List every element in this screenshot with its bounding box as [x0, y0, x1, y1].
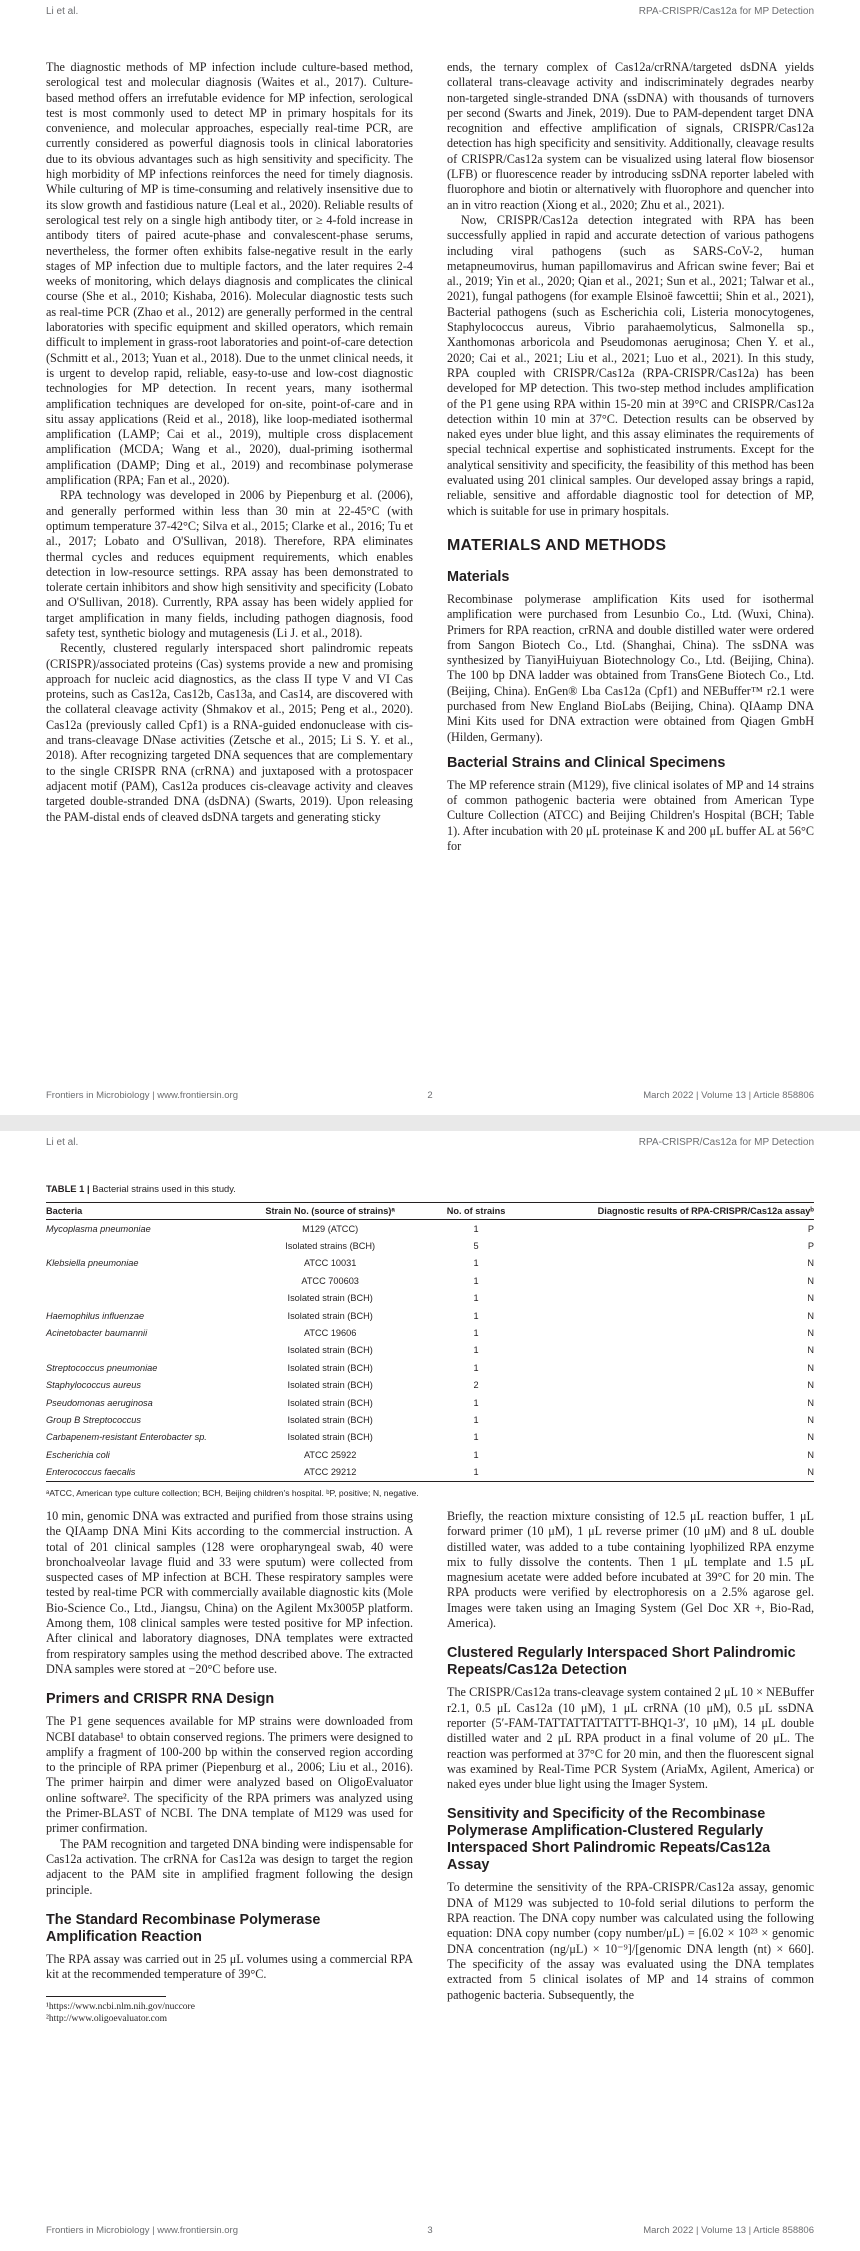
footer-issue: March 2022 | Volume 13 | Article 858806 — [643, 2225, 814, 2236]
table-row — [46, 1237, 814, 1254]
result-cell: N — [807, 1362, 814, 1373]
footnote: ²http://www.oligoevaluator.com — [46, 2014, 167, 2025]
subsection-heading: Materials — [447, 568, 510, 585]
strain-cell: Isolated strain (BCH) — [287, 1380, 373, 1391]
column-header: No. of strains — [407, 1203, 545, 1220]
strain-cell: ATCC 29212 — [253, 1463, 407, 1481]
footer-issue: March 2022 | Volume 13 | Article 858806 — [643, 1090, 814, 1101]
strain-cell: Isolated strain (BCH) — [287, 1293, 373, 1304]
subsection-heading: Primers and CRISPR RNA Design — [46, 1691, 275, 1708]
running-footer — [46, 1090, 814, 1104]
paragraph: Now, CRISPR/Cas12a detection integrated with RPA has been successfully applied in rapid and accurate detection of various pathogens including viral pathogens (such as SARS-CoV-2, human metapneumovirus, human papillomavirus and African swine fever; Bai et al., 2019; Yin et al., 2020; Qian et al., 2021; Sun et al., 2021; Talwar et al., 2021), fungal pathogens (for example Elsinoë fawcettii; Shin et al., 2021), Bacterial pathogens (such as Escherichia coli, Listeria monocytogenes, Staphylococcus aureus, Vibrio parahaemolyticus, Salmonella sp., Xanthomonas arboricola and Pseudomonas aeruginosa; Chen Y. et al., 2020; Cai et al., 2021; Liu et al., 2021; Luo et al., 2021). In this study, RPA coupled with CRISPR/Cas12a (RPA-CRISPR/Cas12a) has been developed for MP detection. This two-step method includes amplification of the P1 gene using RPA within 15-20 min at 39°C and CRISPR/Cas12a detection within 10 min at 37°C. Detection results can be observed by naked eyes under blue light, and this assay eliminates the requirements of special technical expertise and sophisticated instruments. Except for the analytical sensitivity and specificity, the feasibility of this method has been evaluated using 201 clinical samples. Our developed assay brings a rapid, reliable, sensitive and affordable diagnostic tool for detection of MP, which is suitable for use in primary hospitals. — [447, 212, 814, 518]
table-row — [46, 1342, 814, 1359]
section-heading: MATERIALS AND METHODS — [447, 536, 667, 554]
count-cell: 1 — [473, 1310, 479, 1321]
result-cell: P — [807, 1241, 814, 1252]
paragraph: To determine the sensitivity of the RPA-CRISPR/Cas12a assay, genomic DNA of M129 was subjected to 10-fold serial dilutions to perform the RPA reaction. The DNA copy number was calculated using the following equation: DNA copy number (copy number/μL) = [6.02 × 10²³ × genomic DNA concentration (ng/μL) × 10⁻⁹]/[genomic DNA length (nt) × 660]. The specificity of the assay was evaluated using the DNA templates extracted from 5 clinical isolates of MP and 14 strains of common pathogenic bacteria. Subsequently, the — [447, 1880, 814, 2002]
count-cell: 1 — [473, 1414, 479, 1425]
result-cell: N — [807, 1449, 814, 1460]
paragraph: The PAM recognition and targeted DNA binding were indispensable for Cas12a activation. The crRNA for Cas12a was design to target the region adjacent to the PAM site in amplified fragment following the design principle. — [46, 1836, 413, 1897]
count-cell: 1 — [473, 1397, 479, 1408]
result-cell: N — [807, 1328, 814, 1339]
strain-cell: ATCC 25922 — [303, 1449, 357, 1460]
bacteria-cell: Klebsiella pneumoniae — [46, 1258, 139, 1269]
table-caption — [46, 1183, 814, 1194]
paragraph: 10 min, genomic DNA was extracted and purified from those strains using the QIAamp DNA Mini Kits according to the commercial instruction. A total of 201 clinical samples (128 were oropharyngeal swab, 40 were bronchoalveolar lavage fluid and 33 were sputum) were collected from suspected cases of MP infection at BCH. These respiratory samples were tested by real-time PCR with commercially available diagnostic kits (Mole Bio-Science Co., Ltd., Jiangsu, China) on the Agilent Mx3005P platform. Among them, 108 clinical samples were tested positive for MP infection. After clinical and laboratory diagnoses, DNA templates were extracted from respiratory samples using the method described above. The extracted DNA samples were stored at −20°C before use. — [46, 1509, 413, 1676]
header-short-title: RPA-CRISPR/Cas12a for MP Detection — [638, 1137, 814, 1148]
count-cell: 1 — [473, 1293, 479, 1304]
count-cell: 5 — [473, 1241, 479, 1252]
bacteria-cell: Carbapenem-resistant Enterobacter sp. — [46, 1432, 207, 1443]
count-cell: 1 — [473, 1275, 479, 1286]
header-short-title: RPA-CRISPR/Cas12a for MP Detection — [638, 6, 814, 17]
two-column-body — [46, 1509, 814, 2025]
strains-table — [46, 1202, 814, 1482]
count-cell: 2 — [473, 1380, 479, 1391]
subsection-heading: Sensitivity and Specificity of the Recombinase Polymerase Amplification-Clustered Regularly Interspaced Short Palindromic Repeats/Cas12a Assay — [447, 1806, 771, 1874]
footer-journal: Frontiers in Microbiology | www.frontiersin.org — [46, 2225, 239, 2236]
table-title: Bacterial strains used in this study. — [89, 1183, 236, 1194]
result-cell: N — [807, 1345, 814, 1356]
result-cell: N — [807, 1432, 814, 1443]
paragraph: ends, the ternary complex of Cas12a/crRNA/targeted dsDNA yields collateral trans-cleavage activity and indiscriminately degrades nearby non-targeted single-stranded DNA (ssDNA) with thousands of turnovers per second (Swarts and Jinek, 2019). Due to PAM-dependent target DNA recognition and effective amplification of signals, CRISPR/Cas12a detection has high specificity and sensitivity. Additionally, cleavage results of CRISPR/Cas12a system can be visualized using lateral flow biosensor (LFB) or fluorescence reader by introducing ssDNA reporter labeled with fluorophore and biotin or alternatively with fluorophore and quencher into an in vitro reaction (Xiong et al., 2020; Zhu et al., 2021). — [447, 60, 814, 212]
strain-cell: ATCC 19606 — [303, 1328, 357, 1339]
table-row — [46, 1359, 814, 1376]
column-header: Diagnostic results of RPA-CRISPR/Cas12a assayᵇ — [545, 1203, 814, 1220]
left-column — [46, 60, 413, 854]
bacteria-cell — [46, 1272, 253, 1289]
bacteria-cell: Staphylococcus aureus — [46, 1380, 141, 1391]
column-header: Bacteria — [46, 1203, 253, 1220]
subsection-heading: Clustered Regularly Interspaced Short Palindromic Repeats/Cas12a Detection — [447, 1645, 796, 1679]
result-cell: P — [807, 1223, 814, 1234]
column-header: Strain No. (source of strains)ᵃ — [253, 1203, 407, 1220]
strain-cell: M129 (ATCC) — [302, 1223, 359, 1234]
result-cell: N — [545, 1463, 814, 1481]
table-row — [46, 1463, 814, 1481]
result-cell: N — [807, 1397, 814, 1408]
table-row — [46, 1429, 814, 1446]
strain-cell: ATCC 10031 — [303, 1258, 357, 1269]
subsection-heading: Bacterial Strains and Clinical Specimens — [447, 754, 726, 771]
paragraph: Recombinase polymerase amplification Kits used for isothermal amplification were purchased from Lesunbio Co., Ltd. (Wuxi, China). Primers for RPA reaction, crRNA and double distilled water were ordered from Sangon Biotech Co., Ltd. (Shanghai, China). The ssDNA was synthesized by TianyiHuiyuan Biotechnology Co., Ltd. (Beijing, China). The 100 bp DNA ladder was obtained from TransGene Biotech Co., Ltd. (Beijing, China). EnGen® Lba Cas12a (Cpf1) and NEBuffer™ r2.1 were purchased from New England BioLabs (Beijing, China). QIAamp DNA Mini Kits used for DNA extraction were obtained from Qiagen GmbH (Hilden, Germany). — [447, 591, 814, 744]
bacteria-cell: Acinetobacter baumannii — [46, 1328, 148, 1339]
table-1 — [46, 1183, 814, 1498]
paragraph: The P1 gene sequences available for MP strains were downloaded from NCBI database¹ to obtain conserved regions. The primers were designed to amplify a fragment of 100-200 bp within the conserved region according to the principle of RPA primer (Piepenburg et al., 2006; Liu et al., 2016). The primer hairpin and dimer were analyzed based on OligoEvaluator online software². The specificity of the RPA primers was analyzed using the Primer-BLAST of NCBI. The DNA template of M129 was used for primer confirmation. — [46, 1714, 413, 1836]
table-body — [46, 1220, 814, 1482]
count-cell: 1 — [473, 1258, 479, 1269]
page-2 — [0, 0, 860, 1115]
result-cell: N — [807, 1380, 814, 1391]
table-row — [46, 1220, 814, 1238]
left-column — [46, 1509, 413, 2025]
result-cell: N — [807, 1275, 814, 1286]
table-label: TABLE 1 | — [46, 1183, 90, 1194]
strain-cell: Isolated strain (BCH) — [287, 1362, 373, 1373]
paragraph: Recently, clustered regularly interspaced short palindromic repeats (CRISPR)/associated proteins (Cas) systems provide a new and promising approach for nucleic acid diagnostics, as the class II type V and VI Cas proteins, such as Cas12a, Cas12b, Cas13a, and Cas14, are discovered with the collateral cleavage activity (Shmakov et al., 2015; Peng et al., 2020). Cas12a (previously called Cpf1) is a RNA-guided endonuclease with cis- and trans-cleavage DNase activities (Zetsche et al., 2015; Li S. Y. et al., 2018). After recognizing targeted DNA sequences that are complementary to the single CRISPR RNA (crRNA) and juxtaposed with a protospacer adjacent motif (PAM), Cas12a produces cis-cleavage activity and cleaves targeted double-stranded DNA (dsDNA) (Swarts, 2019). Upon releasing the PAM-distal ends of cleaved dsDNA targets and generating sticky — [46, 641, 413, 824]
result-cell: N — [807, 1293, 814, 1304]
strain-cell: ATCC 700603 — [301, 1275, 359, 1286]
table-row — [46, 1307, 814, 1324]
right-column — [447, 1509, 814, 2025]
bacteria-cell: Enterococcus faecalis — [46, 1463, 253, 1481]
header-authors: Li et al. — [46, 6, 79, 17]
count-cell: 1 — [407, 1463, 545, 1481]
paragraph: The MP reference strain (M129), five clinical isolates of MP and 14 strains of common pathogenic bacteria were obtained from American Type Culture Collection (ATCC) and Beijing Children's Hospital (BCH; Table 1). After incubation with 20 μL proteinase K and 200 μL buffer AL at 56°C for — [447, 777, 814, 854]
count-cell: 1 — [473, 1345, 479, 1356]
bacteria-cell — [46, 1237, 253, 1254]
table-row — [46, 1446, 814, 1463]
strain-cell: Isolated strain (BCH) — [287, 1310, 373, 1321]
result-cell: N — [807, 1258, 814, 1269]
bacteria-cell: Group B Streptococcus — [46, 1414, 141, 1425]
subsection-heading: The Standard Recombinase Polymerase Amplification Reaction — [46, 1911, 321, 1945]
bacteria-cell — [46, 1290, 253, 1307]
two-column-body — [46, 60, 814, 854]
strain-cell: Isolated strain (BCH) — [287, 1432, 373, 1443]
strain-cell: Isolated strain (BCH) — [287, 1414, 373, 1425]
bacteria-cell: Escherichia coli — [46, 1449, 110, 1460]
count-cell: 1 — [473, 1449, 479, 1460]
table-row — [46, 1411, 814, 1428]
strain-cell: Isolated strain (BCH) — [287, 1397, 373, 1408]
footer-journal: Frontiers in Microbiology | www.frontiersin.org — [46, 1090, 239, 1101]
table-header-row — [46, 1203, 814, 1220]
strain-cell: Isolated strains (BCH) — [285, 1241, 376, 1252]
paragraph: The diagnostic methods of MP infection include culture-based method, serological test and molecular diagnosis (Waites et al., 2017). Culture-based method offers an irrefutable evidence for MP infection, serological test is most commonly used to detect MP in primary hospitals for its convenience, and molecular approaches, especially real-time PCR, are currently considered as powerful diagnosis tools in clinical laboratories due to its obvious advantages such as high sensitivity and specificity. The high morbidity of MP infections reinforces the need for timely diagnosis. While culturing of MP is time-consuming and relatively insensitive due to its slow growth and fastidious nature (Leal et al., 2020). Reliable results of serological test rely on a single high antibody titer, or ≥ 4-fold increase in antibody titers of paired acute-phase and convalescent-phase serums, nevertheless, the former often exhibits false-negative result in the early stages of MP infection due to multiple factors, and the later requires 2-4 weeks of monitoring, which delays diagnosis and complicates the clinical course (She et al., 2010; Kishaba, 2016). Molecular diagnostic tests such as real-time PCR (Zhao et al., 2012) are generally performed in the central laboratories with specific equipment and skilled operators, which remain difficult to implement in grass-root laboratories and point-of-care detection (Schmitt et al., 2013; Yuan et al., 2018). Due to the unmet clinical needs, it is urgent to develop rapid, reliable, easy-to-use and low-cost diagnostic technologies for MP detection. In recent years, many isothermal amplification techniques are developed for on-site, point-of-care and in situ assay applications (Reid et al., 2018), like loop-mediated isothermal amplification (LAMP; Cai et al., 2019), multiple cross displacement amplification (MCDA; Wang et al., 2020), dual-priming isothermal amplification (DAMP; Ding et al., 2019) and recombinase polymerase amplification (RPA; Fan et al., 2020). — [46, 60, 413, 488]
count-cell: 1 — [473, 1328, 479, 1339]
running-footer — [46, 2225, 814, 2239]
strain-cell: Isolated strain (BCH) — [287, 1345, 373, 1356]
page-number: 2 — [427, 1090, 433, 1101]
bacteria-cell — [46, 1342, 253, 1359]
count-cell: 1 — [473, 1362, 479, 1373]
table-row — [46, 1324, 814, 1341]
paragraph: The CRISPR/Cas12a trans-cleavage system contained 2 μL 10 × NEBuffer r2.1, 0.5 μL Cas12a (10 μM), 1 μL crRNA (10 μM), 0.5 μL ssDNA reporter (5′-FAM-TATTATTATTATTT-BHQ1-3′, 10 μM), 14 μL double distilled water and 2 μL RPA product in a final volume of 20 μL. The reaction was performed at 37°C for 20 min, and then the fluorescent signal was examined by Real-Time PCR System (AriaMx, Agilent, America) or naked eyes under blue light using the Imager System. — [447, 1685, 814, 1792]
table-row — [46, 1255, 814, 1272]
header-authors: Li et al. — [46, 1137, 79, 1148]
table-row — [46, 1290, 814, 1307]
page-number: 3 — [427, 2225, 433, 2236]
paragraph: RPA technology was developed in 2006 by Piepenburg et al. (2006), and generally performed within less than 30 min at 22-45°C (with optimum temperature 37-42°C; Silva et al., 2015; Clarke et al., 2016; Tu et al., 2017; Lobato and O'Sullivan, 2018). Therefore, RPA eliminates thermal cycles and reduces equipment requirements, which enables detection in low-resource settings. RPA assay has been demonstrated to tolerate certain inhibitors and show high sensitivity and specificity (Lobato and O'Sullivan, 2018). Currently, RPA assay has been widely applied for target amplification in many fields, including pathogen diagnosis, food safety test, synthetic biology and mutagenesis (Li J. et al., 2018). — [46, 488, 413, 640]
table-row — [46, 1272, 814, 1289]
paragraph: The RPA assay was carried out in 25 μL volumes using a commercial RPA kit at the recommended temperature of 39°C. — [46, 1951, 413, 1982]
count-cell: 1 — [473, 1223, 479, 1234]
right-column — [447, 60, 814, 854]
page-3 — [0, 1131, 860, 2251]
bacteria-cell: Haemophilus influenzae — [46, 1310, 145, 1321]
paragraph: Briefly, the reaction mixture consisting of 12.5 μL reaction buffer, 1 μL forward primer (10 μM), 1 μL reverse primer (10 μM) and 8 uL double distilled water, was added to a tube containing lyophilized RPA enzyme mix to fully dissolve the contents. Then 1 μL template and 1.5 μL magnesium acetate were added before incubated at 39°C for 20 min. The RPA products were verified by electrophoresis on a 2.5% agarose gel. Images were taken using an Imaging System (Gel Doc XR +, Bio-Rad, America). — [447, 1509, 814, 1631]
table-row — [46, 1377, 814, 1394]
running-header — [46, 1137, 814, 1153]
result-cell: N — [807, 1414, 814, 1425]
bacteria-cell: Streptococcus pneumoniae — [46, 1362, 158, 1373]
bacteria-cell: Mycoplasma pneumoniae — [46, 1223, 151, 1234]
footnote: ¹https://www.ncbi.nlm.nih.gov/nuccore — [46, 2002, 195, 2013]
running-header — [46, 6, 814, 22]
result-cell: N — [807, 1310, 814, 1321]
bacteria-cell: Pseudomonas aeruginosa — [46, 1397, 153, 1408]
count-cell: 1 — [473, 1432, 479, 1443]
table-row — [46, 1394, 814, 1411]
table-footnote: ᵃATCC, American type culture collection; BCH, Beijing children's hospital. ᵇP, positive; N, negative. — [46, 1487, 419, 1498]
